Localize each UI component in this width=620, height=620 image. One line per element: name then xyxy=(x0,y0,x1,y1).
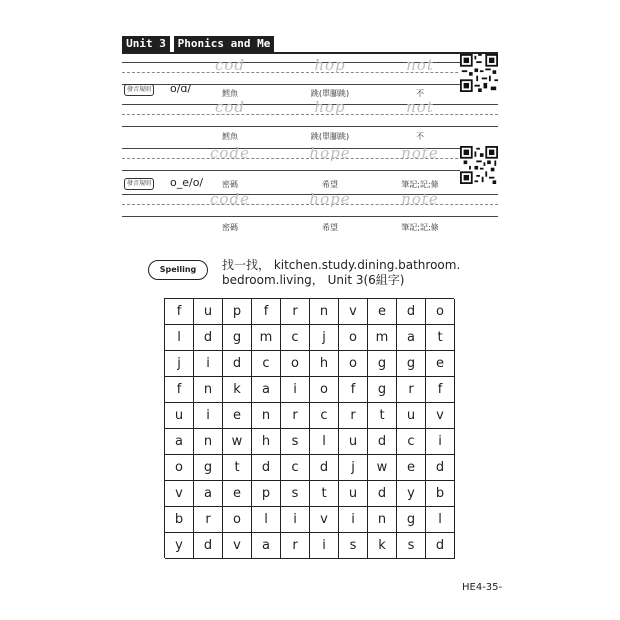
grid-cell[interactable]: c xyxy=(310,403,339,429)
word-gloss: 不 xyxy=(416,89,424,98)
word-gloss: 密碼 xyxy=(222,223,238,232)
trace-word: cod xyxy=(214,56,246,74)
grid-cell[interactable]: k xyxy=(368,533,397,559)
grid-cell[interactable]: n xyxy=(368,507,397,533)
word-gloss: 鱈魚 xyxy=(222,89,238,98)
grid-cell[interactable]: e xyxy=(223,403,252,429)
sound-rule-badge: 發音規則 xyxy=(124,178,154,190)
grid-cell[interactable]: r xyxy=(397,377,426,403)
grid-cell[interactable]: i xyxy=(194,403,223,429)
writing-line xyxy=(122,216,498,217)
grid-cell[interactable]: d xyxy=(426,455,455,481)
grid-cell[interactable]: j xyxy=(310,325,339,351)
grid-cell[interactable]: d xyxy=(194,325,223,351)
grid-cell[interactable]: s xyxy=(281,481,310,507)
grid-cell[interactable]: o xyxy=(339,351,368,377)
grid-cell[interactable]: u xyxy=(165,403,194,429)
grid-cell[interactable]: u xyxy=(339,429,368,455)
qr-code-icon[interactable] xyxy=(460,146,498,184)
grid-cell[interactable]: r xyxy=(194,507,223,533)
grid-cell[interactable]: v xyxy=(223,533,252,559)
grid-cell[interactable]: o xyxy=(310,377,339,403)
grid-cell[interactable]: v xyxy=(426,403,455,429)
grid-cell[interactable]: r xyxy=(281,403,310,429)
grid-cell[interactable]: o xyxy=(165,455,194,481)
word-gloss: 希望 xyxy=(322,180,338,189)
grid-cell[interactable]: t xyxy=(426,325,455,351)
grid-cell[interactable]: e xyxy=(368,299,397,325)
trace-word: hop xyxy=(314,98,346,116)
grid-cell[interactable]: y xyxy=(397,481,426,507)
grid-cell[interactable]: i xyxy=(310,533,339,559)
grid-cell[interactable]: p xyxy=(223,299,252,325)
trace-word: hope xyxy=(309,144,351,162)
grid-cell[interactable]: v xyxy=(165,481,194,507)
grid-cell[interactable]: h xyxy=(310,351,339,377)
grid-cell[interactable]: d xyxy=(194,533,223,559)
page-number: HE4-35- xyxy=(462,582,503,593)
grid-cell[interactable]: d xyxy=(426,533,455,559)
grid-cell[interactable]: r xyxy=(339,403,368,429)
grid-cell[interactable]: g xyxy=(223,325,252,351)
grid-cell[interactable]: o xyxy=(426,299,455,325)
grid-cell[interactable]: f xyxy=(165,299,194,325)
grid-cell[interactable]: l xyxy=(310,429,339,455)
grid-cell[interactable]: b xyxy=(165,507,194,533)
grid-cell[interactable]: l xyxy=(426,507,455,533)
grid-cell[interactable]: a xyxy=(194,481,223,507)
trace-word: cod xyxy=(214,98,246,116)
grid-cell[interactable]: i xyxy=(281,377,310,403)
grid-cell[interactable]: j xyxy=(339,455,368,481)
grid-cell[interactable]: c xyxy=(397,429,426,455)
grid-cell[interactable]: j xyxy=(165,351,194,377)
title-tab: Phonics and Me xyxy=(174,36,274,52)
grid-cell[interactable]: o xyxy=(223,507,252,533)
grid-cell[interactable]: g xyxy=(194,455,223,481)
unit-tab: Unit 3 xyxy=(122,36,170,52)
grid-cell[interactable]: t xyxy=(368,403,397,429)
sound-symbol: o/ɑ/ xyxy=(170,82,192,95)
grid-cell[interactable]: s xyxy=(281,429,310,455)
qr-code-icon[interactable] xyxy=(460,54,498,92)
grid-cell[interactable]: p xyxy=(252,481,281,507)
grid-cell[interactable]: u xyxy=(339,481,368,507)
grid-cell[interactable]: f xyxy=(252,299,281,325)
grid-cell[interactable]: d xyxy=(223,351,252,377)
grid-cell[interactable]: a xyxy=(252,533,281,559)
grid-cell[interactable]: m xyxy=(252,325,281,351)
trace-word: hope xyxy=(309,190,351,208)
grid-cell[interactable]: k xyxy=(223,377,252,403)
instruction-line-1: 找一找， kitchen.study.dining.bathroom. xyxy=(222,258,461,272)
sound-rule-badge: 發音規則 xyxy=(124,84,154,96)
word-gloss: 希望 xyxy=(322,223,338,232)
grid-cell[interactable]: y xyxy=(165,533,194,559)
grid-cell[interactable]: g xyxy=(368,351,397,377)
grid-cell[interactable]: e xyxy=(426,351,455,377)
grid-cell[interactable]: h xyxy=(252,429,281,455)
trace-word: hop xyxy=(314,56,346,74)
grid-cell[interactable]: e xyxy=(397,455,426,481)
grid-cell[interactable]: c xyxy=(281,455,310,481)
trace-word: not xyxy=(406,98,434,116)
grid-cell[interactable]: g xyxy=(368,377,397,403)
grid-cell[interactable]: v xyxy=(339,299,368,325)
grid-cell[interactable]: c xyxy=(252,351,281,377)
grid-cell[interactable]: n xyxy=(310,299,339,325)
grid-cell[interactable]: m xyxy=(368,325,397,351)
word-gloss: 筆記;記;條 xyxy=(401,180,439,189)
grid-cell[interactable]: f xyxy=(426,377,455,403)
grid-cell[interactable]: t xyxy=(223,455,252,481)
grid-cell[interactable]: o xyxy=(281,351,310,377)
grid-cell[interactable]: a xyxy=(165,429,194,455)
grid-cell[interactable]: d xyxy=(252,455,281,481)
word-gloss: 密碼 xyxy=(222,180,238,189)
grid-cell[interactable]: s xyxy=(397,533,426,559)
grid-cell[interactable]: d xyxy=(397,299,426,325)
grid-cell[interactable]: c xyxy=(281,325,310,351)
grid-cell[interactable]: f xyxy=(339,377,368,403)
word-gloss: 筆記;記;條 xyxy=(401,223,439,232)
grid-cell[interactable]: a xyxy=(397,325,426,351)
instruction-line-2: bedroom.living， Unit 3(6組字) xyxy=(222,273,405,287)
grid-cell[interactable]: g xyxy=(397,507,426,533)
trace-word: code xyxy=(210,190,250,208)
grid-cell[interactable]: u xyxy=(397,403,426,429)
grid-cell[interactable]: n xyxy=(252,403,281,429)
grid-cell[interactable]: l xyxy=(165,325,194,351)
grid-cell[interactable]: u xyxy=(194,299,223,325)
writing-line xyxy=(122,126,498,127)
grid-cell[interactable]: d xyxy=(368,429,397,455)
grid-cell[interactable]: d xyxy=(310,455,339,481)
grid-cell[interactable]: r xyxy=(281,533,310,559)
writing-line xyxy=(122,170,498,171)
grid-cell[interactable]: r xyxy=(281,299,310,325)
header-rule xyxy=(122,52,498,54)
grid-cell[interactable]: n xyxy=(194,429,223,455)
grid-cell[interactable]: i xyxy=(339,507,368,533)
grid-cell[interactable]: d xyxy=(368,481,397,507)
trace-word: note xyxy=(401,144,439,162)
grid-cell[interactable]: l xyxy=(252,507,281,533)
word-gloss: 跳(單腳跳) xyxy=(310,132,350,141)
grid-cell[interactable]: v xyxy=(310,507,339,533)
grid-cell[interactable]: i xyxy=(426,429,455,455)
grid-cell[interactable]: a xyxy=(252,377,281,403)
grid-cell[interactable]: f xyxy=(165,377,194,403)
grid-cell[interactable]: i xyxy=(281,507,310,533)
word-search-grid xyxy=(164,298,454,558)
grid-cell[interactable]: i xyxy=(194,351,223,377)
grid-cell[interactable]: o xyxy=(339,325,368,351)
grid-cell[interactable]: b xyxy=(426,481,455,507)
sound-symbol: o_e/o/ xyxy=(170,176,204,189)
grid-cell[interactable]: w xyxy=(368,455,397,481)
grid-cell[interactable]: e xyxy=(223,481,252,507)
word-gloss: 鱈魚 xyxy=(222,132,238,141)
trace-word: note xyxy=(401,190,439,208)
grid-cell[interactable]: t xyxy=(310,481,339,507)
grid-cell[interactable]: s xyxy=(339,533,368,559)
grid-cell[interactable]: n xyxy=(194,377,223,403)
spelling-badge: Spelling xyxy=(148,260,208,280)
trace-word: code xyxy=(210,144,250,162)
word-gloss: 跳(單腳跳) xyxy=(310,89,350,98)
grid-cell[interactable]: g xyxy=(397,351,426,377)
trace-word: not xyxy=(406,56,434,74)
grid-cell[interactable]: w xyxy=(223,429,252,455)
word-gloss: 不 xyxy=(416,132,424,141)
